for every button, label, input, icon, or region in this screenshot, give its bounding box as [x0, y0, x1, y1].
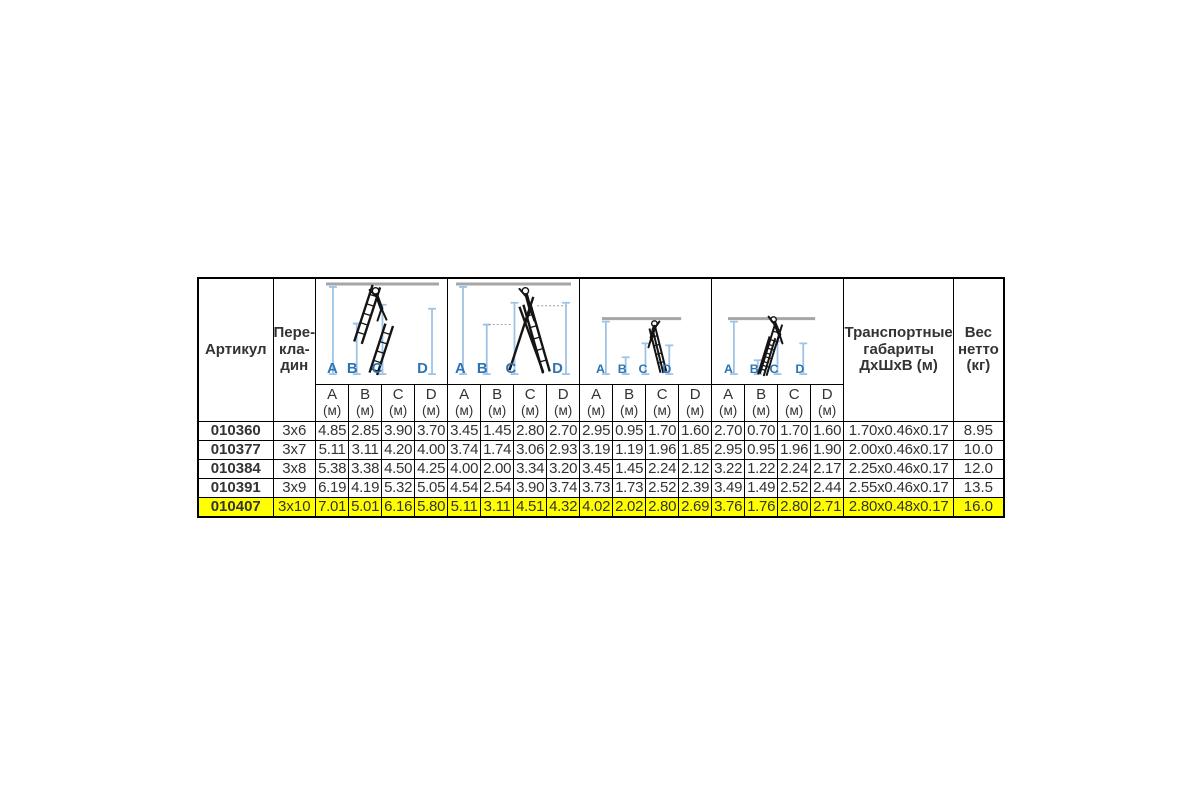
value-cell: 2.24: [646, 460, 679, 479]
value-cell: 3.19: [580, 441, 613, 460]
value-cell: 3.76: [712, 498, 745, 517]
dim-label-a: A: [596, 362, 606, 377]
dim-label-d: D: [417, 361, 429, 378]
value-cell: 4.32: [547, 498, 580, 517]
transport-cell: 2.25x0.46x0.17: [844, 460, 954, 479]
value-cell: 4.02: [580, 498, 613, 517]
value-cell: 5.05: [415, 479, 448, 498]
value-cell: 2.24: [778, 460, 811, 479]
dim-col-header: A (м): [448, 385, 481, 422]
value-cell: 1.60: [679, 422, 712, 441]
value-cell: 1.96: [778, 441, 811, 460]
dim-col-header: A (м): [316, 385, 349, 422]
dim-col-header: D (м): [547, 385, 580, 422]
rungs-cell: 3x9: [273, 479, 316, 498]
leaning-ladder-icon: [712, 279, 843, 384]
diagram-cell-leaning-extended: [316, 278, 448, 385]
value-cell: 2.95: [712, 441, 745, 460]
value-cell: 1.22: [745, 460, 778, 479]
value-cell: 3.20: [547, 460, 580, 479]
rungs-cell: 3x6: [273, 422, 316, 441]
value-cell: 2.70: [712, 422, 745, 441]
value-cell: 0.70: [745, 422, 778, 441]
value-cell: 3.90: [382, 422, 415, 441]
dim-label-a: A: [327, 361, 338, 378]
value-cell: 5.11: [448, 498, 481, 517]
table-row: [198, 460, 1004, 479]
value-cell: 4.00: [415, 441, 448, 460]
value-cell: 3.34: [514, 460, 547, 479]
value-cell: 1.45: [613, 460, 646, 479]
value-cell: 3.70: [415, 422, 448, 441]
article-cell: 010384: [198, 460, 273, 479]
dim-col-header: C (м): [514, 385, 547, 422]
value-cell: 2.39: [679, 479, 712, 498]
article-cell: 010391: [198, 479, 273, 498]
diagram-cell-leaning: [712, 278, 844, 385]
value-cell: 2.85: [349, 422, 382, 441]
value-cell: 5.01: [349, 498, 382, 517]
dim-col-header: C (м): [778, 385, 811, 422]
transport-cell: 2.55x0.46x0.17: [844, 479, 954, 498]
ladder-spec-table: [197, 277, 1005, 518]
value-cell: 2.71: [811, 498, 844, 517]
value-cell: 2.70: [547, 422, 580, 441]
diagram-cell-a-frame-extension: [448, 278, 580, 385]
value-cell: 2.54: [481, 479, 514, 498]
value-cell: 3.11: [481, 498, 514, 517]
value-cell: 1.19: [613, 441, 646, 460]
rungs-cell: 3x7: [273, 441, 316, 460]
value-cell: 0.95: [613, 422, 646, 441]
weight-cell: 12.0: [954, 460, 1004, 479]
article-header-label: Артикул: [204, 340, 267, 358]
value-cell: 2.44: [811, 479, 844, 498]
value-cell: 3.90: [514, 479, 547, 498]
weight-cell: 16.0: [954, 498, 1004, 517]
value-cell: 1.96: [646, 441, 679, 460]
value-cell: 3.06: [514, 441, 547, 460]
transport-cell: 2.80x0.48x0.17: [844, 498, 954, 517]
rungs-cell: 3x8: [273, 460, 316, 479]
dim-label-c: C: [371, 361, 383, 378]
value-cell: 1.60: [811, 422, 844, 441]
value-cell: 2.02: [613, 498, 646, 517]
value-cell: 2.52: [646, 479, 679, 498]
value-cell: 2.69: [679, 498, 712, 517]
value-cell: 4.50: [382, 460, 415, 479]
table-body: [198, 422, 1004, 517]
article-header: [198, 278, 273, 422]
value-cell: 3.22: [712, 460, 745, 479]
value-cell: 3.49: [712, 479, 745, 498]
dim-label-d: D: [552, 361, 563, 378]
value-cell: 2.00: [481, 460, 514, 479]
value-cell: 4.54: [448, 479, 481, 498]
value-cell: 2.93: [547, 441, 580, 460]
value-cell: 2.95: [580, 422, 613, 441]
value-cell: 5.11: [316, 441, 349, 460]
value-cell: 2.80: [646, 498, 679, 517]
value-cell: 1.90: [811, 441, 844, 460]
value-cell: 2.80: [778, 498, 811, 517]
weight-cell: 8.95: [954, 422, 1004, 441]
value-cell: 4.85: [316, 422, 349, 441]
value-cell: 5.80: [415, 498, 448, 517]
dim-col-header: A (м): [580, 385, 613, 422]
table-row: [198, 498, 1004, 517]
header-row: [198, 278, 1004, 385]
value-cell: 3.45: [580, 460, 613, 479]
transport-cell: 1.70x0.46x0.17: [844, 422, 954, 441]
dim-label-b: B: [346, 361, 358, 378]
dim-col-header: B (м): [745, 385, 778, 422]
value-cell: 1.70: [778, 422, 811, 441]
value-cell: 3.74: [448, 441, 481, 460]
weight-header: Вес нетто (кг): [954, 278, 1004, 422]
dim-col-header: B (м): [349, 385, 382, 422]
diagram-cell-a-frame: [580, 278, 712, 385]
dim-col-header: C (м): [382, 385, 415, 422]
dim-label-b: B: [476, 361, 488, 378]
value-cell: 3.74: [547, 479, 580, 498]
dim-col-header: B (м): [613, 385, 646, 422]
value-cell: 3.11: [349, 441, 382, 460]
dim-col-header: D (м): [811, 385, 844, 422]
value-cell: 1.45: [481, 422, 514, 441]
leaning-extended-ladder-icon: [316, 279, 447, 384]
value-cell: 7.01: [316, 498, 349, 517]
dim-col-header: B (м): [481, 385, 514, 422]
dim-col-header: A (м): [712, 385, 745, 422]
value-cell: 3.38: [349, 460, 382, 479]
value-cell: 1.76: [745, 498, 778, 517]
a-frame-ladder-icon: [580, 279, 711, 384]
value-cell: 4.25: [415, 460, 448, 479]
dim-label-d: D: [795, 362, 805, 377]
dim-label-b: B: [749, 362, 759, 377]
dim-label-a: A: [724, 362, 734, 377]
value-cell: 1.70: [646, 422, 679, 441]
article-cell: 010360: [198, 422, 273, 441]
rungs-header: Пере- кла- дин: [273, 278, 316, 422]
value-cell: 4.00: [448, 460, 481, 479]
article-cell: 010407: [198, 498, 273, 517]
table-row: [198, 479, 1004, 498]
dim-label-c: C: [505, 361, 517, 378]
dim-label-b: B: [617, 362, 627, 377]
value-cell: 2.17: [811, 460, 844, 479]
dim-col-header: D (м): [415, 385, 448, 422]
transport-cell: 2.00x0.46x0.17: [844, 441, 954, 460]
dim-label-c: C: [638, 362, 648, 377]
dim-label-d: D: [662, 362, 672, 377]
value-cell: 1.85: [679, 441, 712, 460]
value-cell: 1.74: [481, 441, 514, 460]
value-cell: 6.19: [316, 479, 349, 498]
value-cell: 4.51: [514, 498, 547, 517]
transport-header: Транспортные габариты ДхШхВ (м): [844, 278, 954, 422]
value-cell: 3.45: [448, 422, 481, 441]
value-cell: 0.95: [745, 441, 778, 460]
value-cell: 4.19: [349, 479, 382, 498]
value-cell: 1.49: [745, 479, 778, 498]
weight-cell: 10.0: [954, 441, 1004, 460]
value-cell: 2.12: [679, 460, 712, 479]
dim-label-a: A: [455, 361, 466, 378]
article-cell: 010377: [198, 441, 273, 460]
value-cell: 5.32: [382, 479, 415, 498]
value-cell: 2.80: [514, 422, 547, 441]
value-cell: 5.38: [316, 460, 349, 479]
value-cell: 4.20: [382, 441, 415, 460]
a-frame-extension-ladder-icon: [448, 279, 579, 384]
dim-col-header: C (м): [646, 385, 679, 422]
rungs-cell: 3x10: [273, 498, 316, 517]
table-row: [198, 441, 1004, 460]
dim-label-c: C: [769, 362, 779, 377]
value-cell: 1.73: [613, 479, 646, 498]
value-cell: 3.73: [580, 479, 613, 498]
value-cell: 6.16: [382, 498, 415, 517]
dim-col-header: D (м): [679, 385, 712, 422]
value-cell: 2.52: [778, 479, 811, 498]
weight-cell: 13.5: [954, 479, 1004, 498]
table-row: [198, 422, 1004, 441]
